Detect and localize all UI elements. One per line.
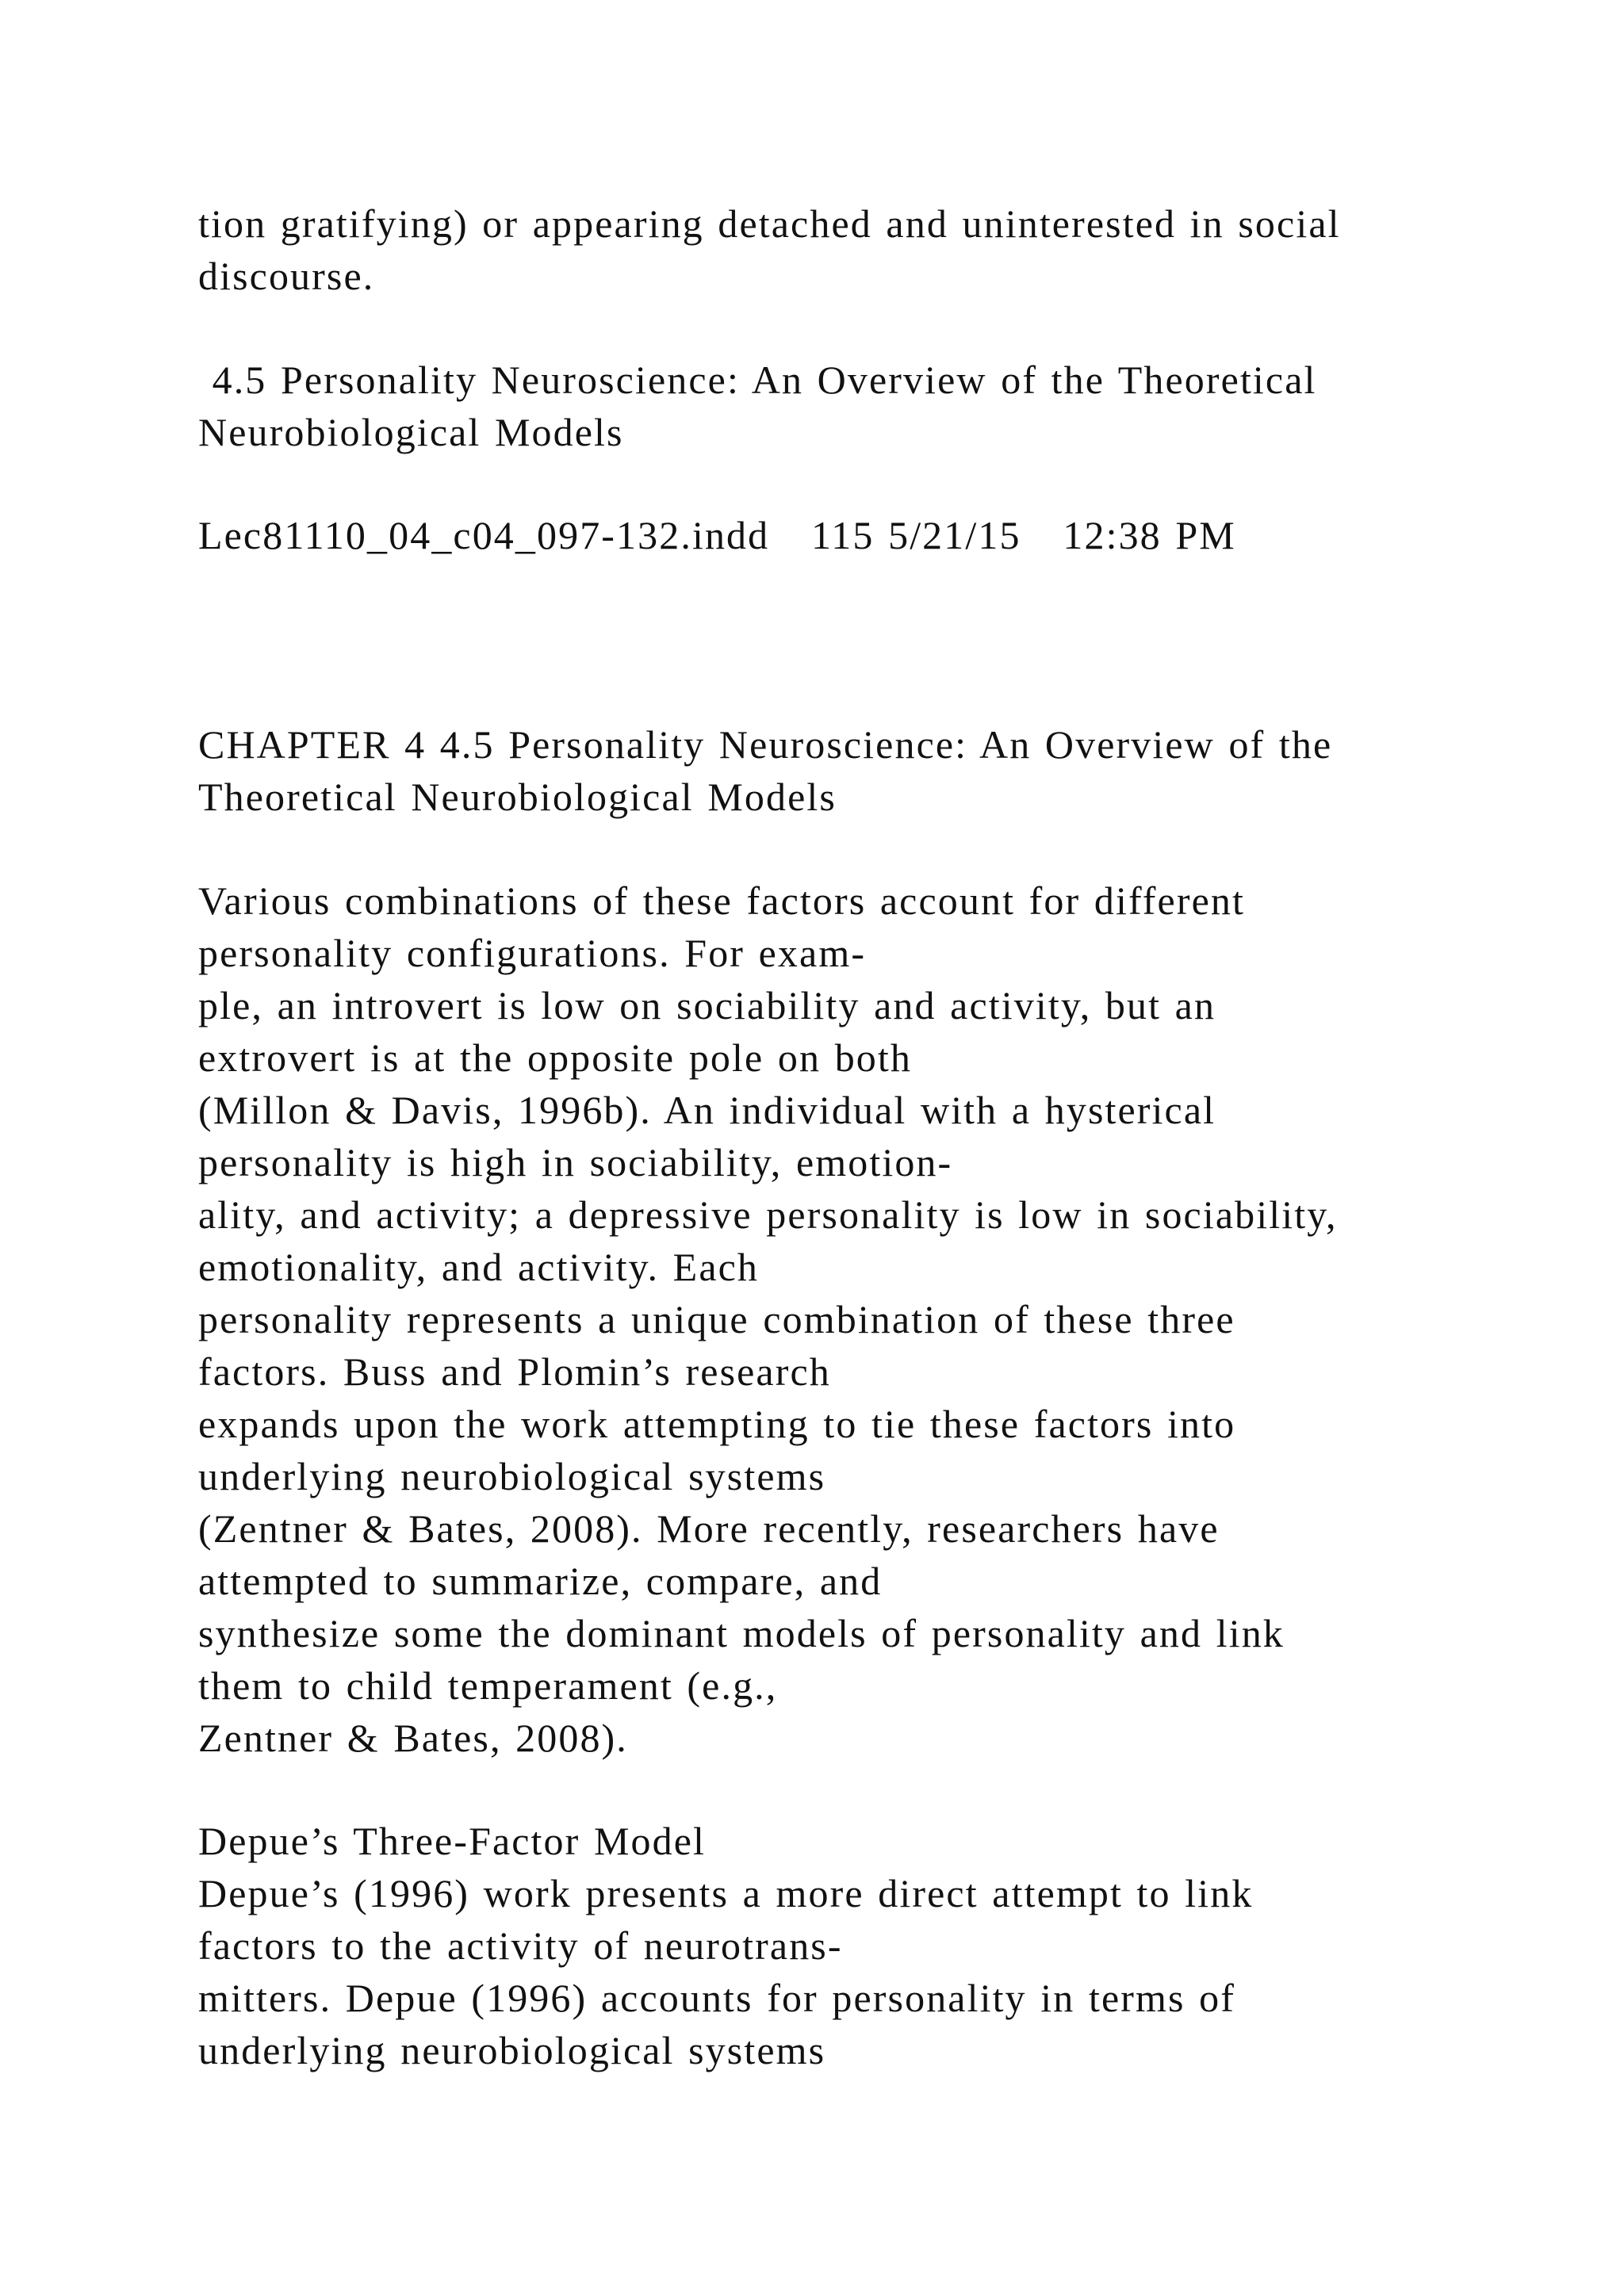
body-line: extrovert is at the opposite pole on both <box>198 1035 912 1080</box>
body-line: personality is high in sociability, emotion- <box>198 1140 953 1184</box>
file-slug-line: Lec81110_04_c04_097-132.indd 115 5/21/15 12:38 PM <box>198 513 1236 557</box>
depue-line: factors to the activity of neurotrans- <box>198 1923 843 1968</box>
body-line: Various combinations of these factors account for different <box>198 878 1245 923</box>
body-paragraph <box>198 874 1338 1764</box>
section-heading <box>198 354 1317 458</box>
chapter-heading-line: CHAPTER 4 4.5 Personality Neuroscience: An Overview of the <box>198 722 1333 767</box>
body-line: ality, and activity; a depressive personality is low in sociability, <box>198 1192 1338 1237</box>
body-line: expands upon the work attempting to tie these factors into <box>198 1402 1236 1446</box>
section-heading-line: Neurobiological Models <box>198 410 624 454</box>
chapter-heading <box>198 718 1332 823</box>
chapter-heading-line: Theoretical Neurobiological Models <box>198 775 837 819</box>
body-line: ple, an introvert is low on sociability and activity, but an <box>198 983 1216 1027</box>
section-heading-line: 4.5 Personality Neuroscience: An Overview of the Theoretical <box>198 358 1317 402</box>
body-line: (Millon & Davis, 1996b). An individual with a hysterical <box>198 1088 1216 1132</box>
body-line: personality represents a unique combination of these three <box>198 1297 1235 1341</box>
file-slug <box>198 509 1236 561</box>
body-line: factors. Buss and Plomin’s research <box>198 1349 831 1394</box>
body-line: Zentner & Bates, 2008). <box>198 1716 628 1760</box>
intro-paragraph <box>198 197 1341 302</box>
body-line: synthesize some the dominant models of personality and link <box>198 1611 1285 1655</box>
depue-line: Depue’s (1996) work presents a more direct attempt to link <box>198 1871 1254 1915</box>
body-line: emotionality, and activity. Each <box>198 1245 760 1289</box>
depue-heading: Depue’s Three-Factor Model <box>198 1819 707 1863</box>
body-line: them to child temperament (e.g., <box>198 1663 778 1708</box>
intro-line: tion gratifying) or appearing detached and uninterested in social <box>198 201 1341 246</box>
depue-line: mitters. Depue (1996) accounts for personality in terms of <box>198 1976 1235 2020</box>
intro-line: discourse. <box>198 254 375 298</box>
body-line: attempted to summarize, compare, and <box>198 1559 883 1603</box>
body-line: personality configurations. For exam- <box>198 931 867 975</box>
depue-section <box>198 1815 1253 2076</box>
body-line: (Zentner & Bates, 2008). More recently, researchers have <box>198 1506 1220 1551</box>
depue-line: underlying neurobiological systems <box>198 2028 826 2072</box>
body-line: underlying neurobiological systems <box>198 1454 826 1498</box>
